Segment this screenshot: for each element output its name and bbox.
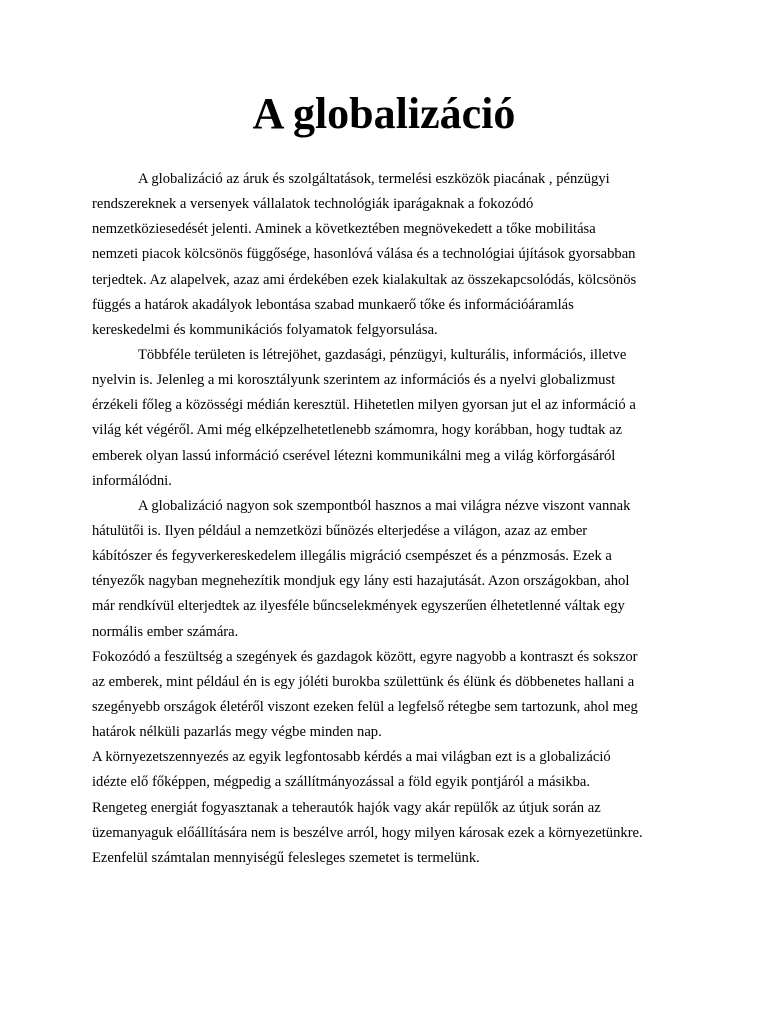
text-line: A globalizáció nagyon sok szempontból hasznos a mai világra nézve viszont vannak <box>138 497 631 514</box>
text-line: informálódni. <box>92 472 172 489</box>
text-line: Ezenfelül számtalan mennyiségű felesleges szemetet is termelünk. <box>92 849 480 866</box>
text-line: idézte elő főképpen, mégpedig a szállítmányozással a föld egyik pontjáról a másikba. <box>92 774 591 791</box>
text-line: Többféle területen is létrejöhet, gazdasági, pénzügyi, kulturális, információs, illetve <box>138 346 627 363</box>
text-line: Fokozódó a feszültség a szegények és gazdagok között, egyre nagyobb a kontraszt és sokszor <box>92 648 638 665</box>
text-line: függés a határok akadályok lebontása szabad munkaerő tőke és információáramlás <box>92 296 574 313</box>
document-title: A globalizáció <box>252 89 516 138</box>
text-line: kereskedelmi és kommunikációs folyamatok felgyorsulása. <box>92 321 438 338</box>
text-line: határok nélküli pazarlás megy végbe minden nap. <box>92 724 382 741</box>
text-line: hátulütői is. Ilyen például a nemzetközi bűnözés elterjedése a világon, azaz az ember <box>92 522 588 539</box>
text-line: emberek olyan lassú információ cserével létezni kommunikálni meg a világ körforgásáról <box>92 447 616 464</box>
text-line: Rengeteg energiát fogyasztanak a teherautók hajók vagy akár repülők az útjuk során az <box>92 799 601 816</box>
text-line: normális ember számára. <box>92 623 239 640</box>
text-line: tényezők nagyban megnehezítik mondjuk egy lány esti hazajutását. Azon országokban, ahol <box>92 573 630 590</box>
text-line: nemzetköziesedését jelenti. Aminek a következtében megnövekedett a tőke mobilitása <box>92 221 596 238</box>
text-line: világ két végéről. Ami még elképzelhetetlenebb számomra, hogy korábban, hogy tudtak az <box>92 422 623 439</box>
text-line: nemzeti piacok kölcsönös függősége, hasonlóvá válása és a technológiai újítások gyorsabban <box>92 246 636 263</box>
text-line: szegényebb országok életéről viszont ezeken felül a legfelső rétegbe sem tartozunk, ahol meg <box>92 698 638 715</box>
text-line: terjedtek. Az alapelvek, azaz ami érdekében ezek kialakultak az összekapcsolódás, kölcsönös <box>92 271 637 288</box>
text-line: A globalizáció az áruk és szolgáltatások, termelési eszközök piacának , pénzügyi <box>138 171 610 187</box>
text-line: már rendkívül elterjedtek az ilyesféle bűncselekmények egyszerűen élhetetlenné váltak egy <box>92 598 625 615</box>
text-line: üzemanyaguk előállítására nem is beszélve arról, hogy milyen károsak ezek a környezetünkre. <box>92 824 643 841</box>
text-line: A környezetszennyezés az egyik legfontosabb kérdés a mai világban ezt is a globalizáció <box>92 749 611 766</box>
text-line: érzékeli főleg a közösségi médián keresztül. Hihetetlen milyen gyorsan jut el az információ a <box>92 397 636 414</box>
text-line: kábítószer és fegyverkereskedelem illegális migráció csempészet és a pénzmosás. Ezek a <box>92 548 612 565</box>
document-body <box>92 167 688 871</box>
text-line: rendszereknek a versenyek vállalatok technológiák iparágaknak a fokozódó <box>92 196 534 213</box>
text-line: nyelvin is. Jelenleg a mi korosztályunk szerintem az információs és a nyelvi globalizmust <box>92 372 616 389</box>
text-line: az emberek, mint például én is egy jóléti burokba születtünk és élünk és döbbenetes hallani a <box>92 673 635 690</box>
